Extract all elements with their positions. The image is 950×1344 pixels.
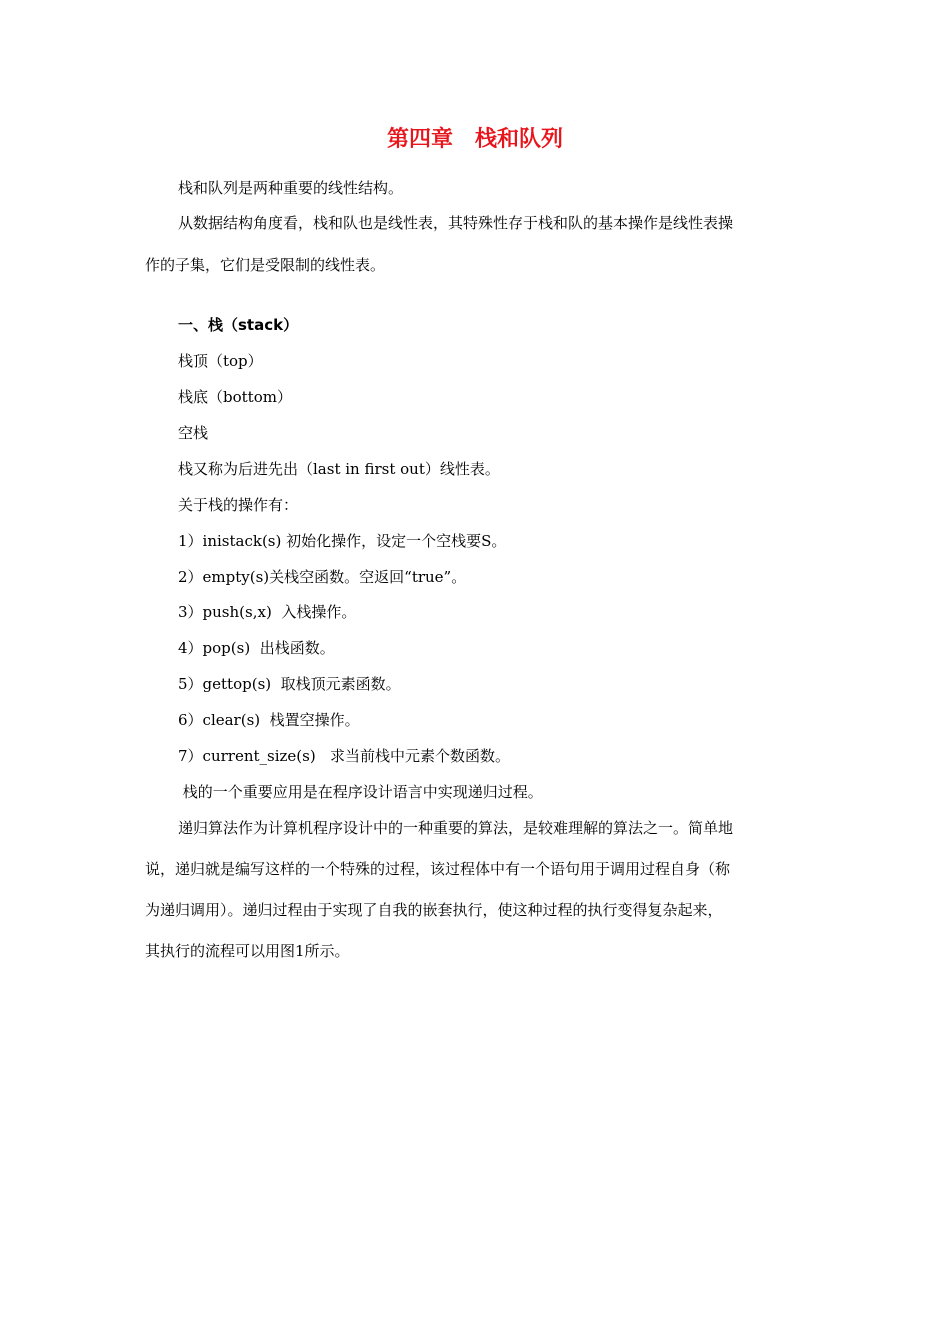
recursion-paragraph-line: 递归算法作为计算机程序设计中的一种重要的算法，是较难理解的算法之一。简单地 [178,819,734,837]
paragraph-line: 从数据结构角度看，栈和队也是线性表，其特殊性存于栈和队的基本操作是线性表操 [178,214,734,232]
paragraph-line: 作的子集，它们是受限制的线性表。 [145,256,386,274]
term-line: 空栈 [178,424,209,442]
operation-item: 7）current_size(s) 求当前栈中元素个数函数。 [178,747,510,765]
term-line: 关于栈的操作有： [178,496,299,514]
recursion-paragraph-line: 其执行的流程可以用图1所示。 [145,942,350,960]
term-line: 栈顶（top） [178,352,263,370]
intro-paragraph: 栈和队列是两种重要的线性结构。 [178,179,404,197]
operation-item: 1）inistack(s) 初始化操作，设定一个空栈要S。 [178,532,507,550]
term-line: 栈底（bottom） [178,388,292,406]
recursion-paragraph-line: 说，递归就是编写这样的一个特殊的过程，该过程体中有一个语句用于调用过程自身（称 [145,860,731,878]
operation-item: 6）clear(s) 栈置空操作。 [178,711,360,729]
application-paragraph: 栈的一个重要应用是在程序设计语言中实现递归过程。 [178,783,543,801]
section-heading: 一、栈（stack） [178,316,299,334]
term-line: 栈又称为后进先出（last in first out）线性表。 [178,460,500,478]
chapter-title: 第四章 栈和队列 [386,127,563,152]
operation-item: 4）pop(s) 出栈函数。 [178,639,335,657]
operation-item: 5）gettop(s) 取栈顶元素函数。 [178,675,401,693]
recursion-paragraph-line: 为递归调用）。递归过程由于实现了自我的嵌套执行，使这种过程的执行变得复杂起来， [145,901,723,919]
operation-item: 3）push(s,x) 入栈操作。 [178,603,357,621]
operation-item: 2）empty(s)关栈空函数。空返回“true”。 [178,568,467,586]
